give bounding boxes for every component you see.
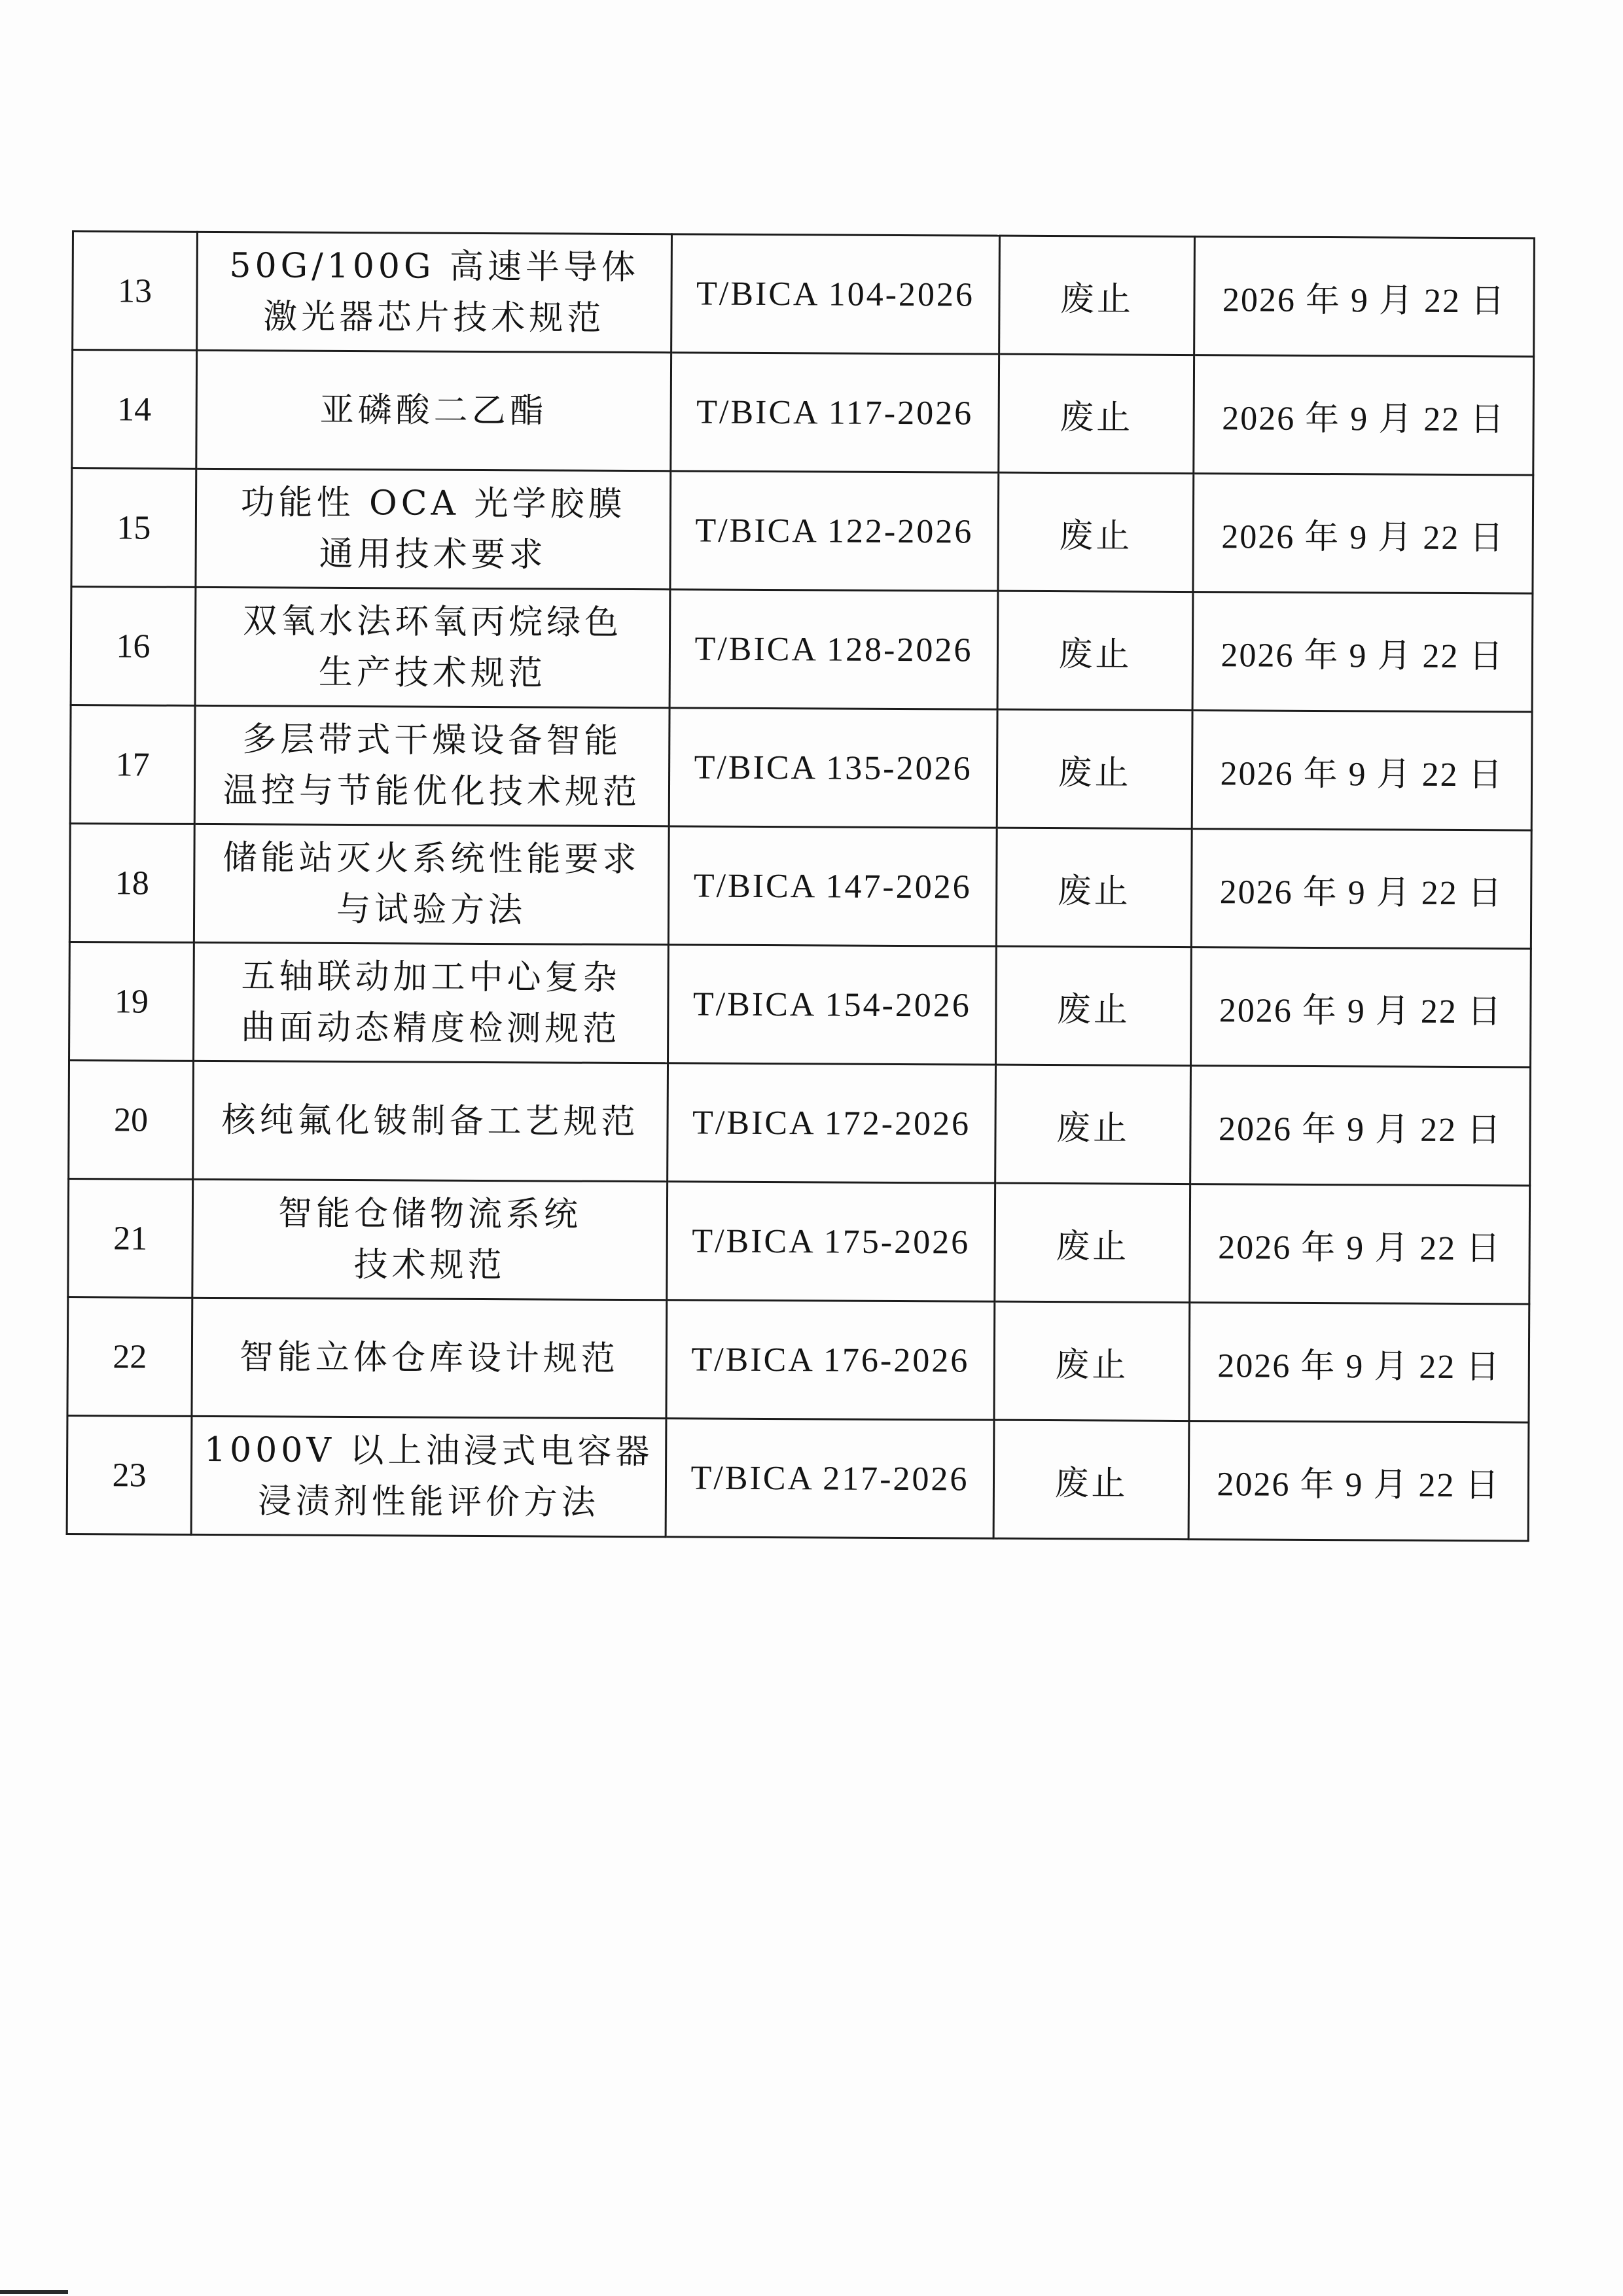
row-number-cell: 22 [67, 1297, 192, 1416]
row-number-cell: 21 [68, 1178, 193, 1298]
standard-name-line: 核纯氟化铍制备工艺规范 [221, 1101, 639, 1142]
standard-code-cell: T/BICA 175-2026 [667, 1182, 995, 1301]
standard-code-cell: T/BICA 154-2026 [668, 945, 997, 1065]
standard-name-line: 生产技术规范 [318, 652, 546, 694]
status-cell: 废止 [999, 354, 1194, 473]
table-row [71, 468, 1533, 594]
abolition-date-cell: 2026 年 9 月 22 日 [1191, 947, 1531, 1067]
abolition-date-cell: 2026 年 9 月 22 日 [1189, 1303, 1529, 1422]
standard-code-cell: T/BICA 172-2026 [668, 1063, 996, 1183]
standard-name-line: 智能立体仓库设计规范 [239, 1337, 620, 1379]
status-cell: 废止 [995, 1065, 1191, 1184]
standard-code-cell: T/BICA 176-2026 [666, 1300, 995, 1420]
row-number-cell: 20 [69, 1060, 194, 1179]
standard-name-line: 多层带式干燥设备智能 [242, 720, 622, 761]
standard-name-line: 智能仓储物流系统 [277, 1193, 582, 1235]
standard-code-cell: T/BICA 128-2026 [669, 590, 998, 709]
row-number-cell: 15 [71, 468, 196, 588]
status-cell: 废止 [997, 709, 1192, 828]
table-row [67, 1297, 1529, 1422]
table-row [71, 587, 1533, 713]
abolition-date-cell: 2026 年 9 月 22 日 [1192, 711, 1532, 830]
row-number-cell: 18 [69, 823, 194, 942]
row-number-cell: 17 [70, 705, 195, 824]
standard-code-cell: T/BICA 104-2026 [671, 234, 1000, 354]
row-number-cell: 23 [67, 1415, 192, 1534]
row-number-cell: 19 [69, 942, 194, 1061]
status-cell: 废止 [993, 1420, 1189, 1539]
table-body [67, 232, 1534, 1542]
standard-name-line: 50G/100G 高速半导体 [229, 246, 640, 288]
standard-name-line: 曲面动态精度检测规范 [241, 1008, 621, 1049]
standard-name-cell [194, 942, 669, 1063]
standard-name-cell [193, 1061, 668, 1181]
standard-name-line: 激光器芯片技术规范 [263, 297, 605, 338]
standard-code-cell: T/BICA 217-2026 [666, 1419, 994, 1538]
abolition-date-cell: 2026 年 9 月 22 日 [1190, 1184, 1530, 1304]
standard-name-line: 功能性 OCA 光学胶膜 [240, 483, 626, 524]
status-cell: 废止 [996, 946, 1192, 1065]
row-number-cell: 14 [72, 350, 197, 469]
table-row [70, 705, 1532, 830]
table-row [69, 1060, 1531, 1186]
standard-name-cell [191, 1416, 666, 1536]
status-cell: 废止 [995, 1183, 1190, 1302]
standard-code-cell: T/BICA 122-2026 [670, 471, 999, 591]
standard-name-line: 温控与节能优化技术规范 [223, 771, 641, 813]
standard-name-line: 亚磷酸二乙酯 [319, 390, 548, 431]
table-row [68, 1178, 1530, 1304]
standard-name-line: 与试验方法 [336, 889, 527, 930]
standard-name-cell [194, 705, 669, 826]
standard-code-cell: T/BICA 117-2026 [671, 353, 999, 472]
standard-name-cell [197, 232, 672, 352]
table-row [72, 350, 1534, 476]
standard-name-line: 1000V 以上油浸式电容器 [204, 1430, 654, 1472]
abolition-date-cell: 2026 年 9 月 22 日 [1194, 237, 1535, 357]
status-cell: 废止 [998, 472, 1194, 592]
abolition-date-cell: 2026 年 9 月 22 日 [1191, 829, 1531, 949]
standard-name-line: 技术规范 [353, 1245, 506, 1286]
table-row [69, 942, 1531, 1067]
abolition-date-cell: 2026 年 9 月 22 日 [1190, 1066, 1531, 1186]
standard-name-cell [195, 587, 670, 707]
scan-edge-mark [0, 2290, 68, 2294]
standard-code-cell: T/BICA 147-2026 [668, 826, 997, 946]
abolition-date-cell: 2026 年 9 月 22 日 [1192, 592, 1533, 712]
row-number-cell: 16 [71, 587, 196, 706]
standard-name-cell [192, 1179, 668, 1299]
table-row [67, 1415, 1529, 1541]
status-cell: 废止 [997, 591, 1193, 710]
status-cell: 废止 [999, 236, 1195, 355]
standard-name-line: 双氧水法环氧丙烷绿色 [243, 601, 623, 643]
standard-code-cell: T/BICA 135-2026 [669, 708, 997, 828]
table-row [69, 823, 1531, 949]
standards-abolition-table [66, 230, 1535, 1542]
standard-name-line: 储能站灭火系统性能要求 [223, 838, 641, 880]
status-cell: 废止 [994, 1301, 1190, 1421]
abolition-date-cell: 2026 年 9 月 22 日 [1194, 355, 1534, 475]
abolition-date-cell: 2026 年 9 月 22 日 [1188, 1421, 1529, 1541]
row-number-cell: 13 [73, 232, 198, 351]
standard-name-line: 浸渍剂性能评价方法 [257, 1481, 599, 1523]
abolition-date-cell: 2026 年 9 月 22 日 [1193, 474, 1533, 593]
standard-name-line: 五轴联动加工中心复杂 [241, 957, 621, 998]
standard-name-line: 通用技术要求 [319, 534, 547, 575]
standard-name-cell [194, 824, 669, 944]
standard-name-cell [196, 468, 671, 589]
standard-name-cell [192, 1298, 667, 1418]
table-row [73, 232, 1535, 357]
standard-name-cell [196, 350, 671, 470]
status-cell: 废止 [996, 828, 1192, 947]
